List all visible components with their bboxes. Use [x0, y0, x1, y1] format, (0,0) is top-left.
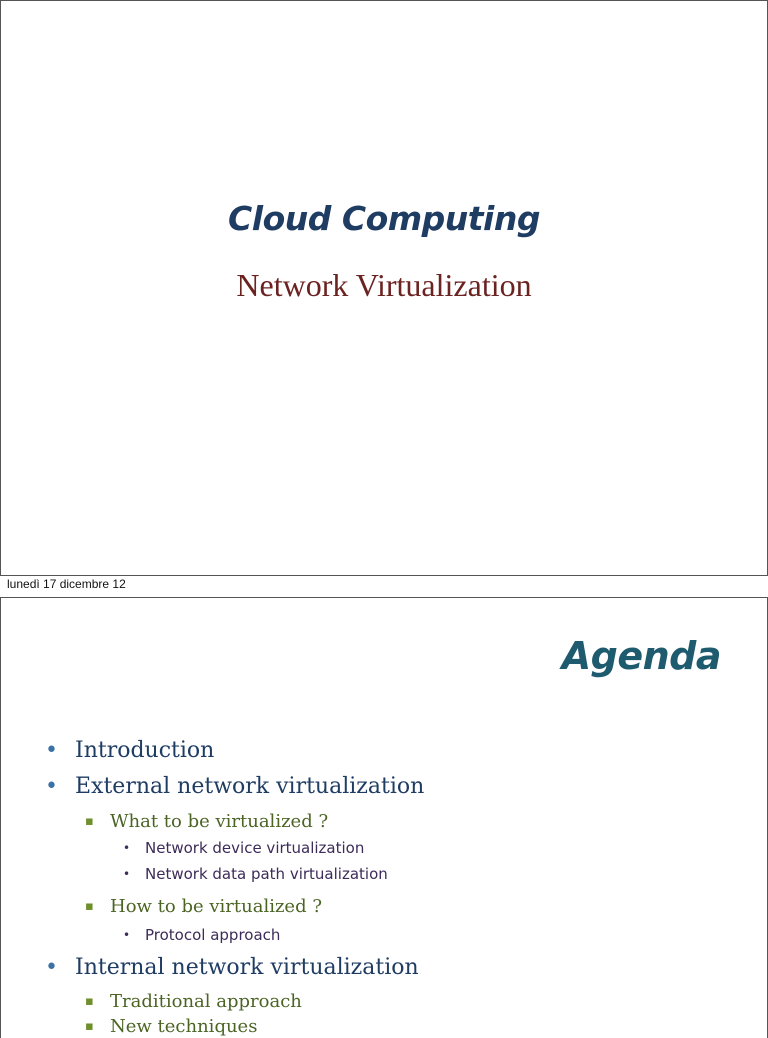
agenda-item-label: How to be virtualized ? — [110, 896, 322, 917]
agenda-item-introduction — [45, 738, 214, 763]
agenda-subsubitem-datapath — [123, 865, 388, 883]
slide-agenda — [0, 597, 768, 1038]
agenda-item-external — [45, 774, 424, 799]
bullet-icon: • — [45, 774, 58, 799]
square-bullet-icon: ▪ — [85, 1019, 94, 1034]
bullet-icon: • — [45, 955, 58, 980]
agenda-subitem-what — [85, 811, 328, 832]
agenda-item-internal — [45, 955, 419, 980]
agenda-subitem-how — [85, 896, 322, 917]
agenda-item-label: External network virtualization — [75, 774, 425, 799]
agenda-item-label: New techniques — [110, 1016, 258, 1037]
agenda-item-label: Network data path virtualization — [145, 865, 388, 883]
agenda-item-label: Network device virtualization — [145, 839, 365, 857]
bullet-icon: • — [45, 738, 58, 763]
agenda-item-label: What to be virtualized ? — [110, 811, 329, 832]
square-bullet-icon: ▪ — [85, 994, 94, 1009]
bullet-icon: • — [123, 867, 131, 881]
agenda-subitem-new — [85, 1016, 257, 1037]
page-date-caption: lunedì 17 dicembre 12 — [7, 577, 126, 591]
square-bullet-icon: ▪ — [85, 814, 94, 829]
slide-subtitle: Network Virtualization — [236, 267, 532, 303]
agenda-item-label: Introduction — [75, 738, 215, 763]
agenda-subsubitem-device — [123, 839, 364, 857]
bullet-icon: • — [123, 841, 131, 855]
agenda-item-label: Internal network virtualization — [75, 955, 419, 980]
bullet-icon: • — [123, 928, 131, 942]
agenda-title: Agenda — [561, 634, 721, 678]
agenda-item-label: Protocol approach — [145, 926, 281, 944]
agenda-subitem-traditional — [85, 991, 302, 1012]
slide-title: Cloud Computing — [228, 199, 540, 238]
square-bullet-icon: ▪ — [85, 899, 94, 914]
agenda-subsubitem-protocol — [123, 926, 280, 944]
agenda-item-label: Traditional approach — [110, 991, 302, 1012]
